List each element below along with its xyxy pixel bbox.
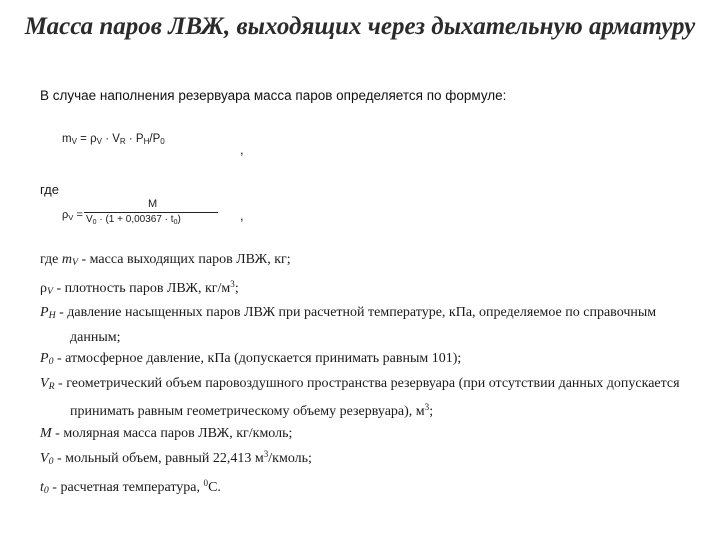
formula-mass-vr: · V (102, 133, 120, 145)
formula-mass-ph-sub: H (143, 137, 150, 146)
definition-text: - молярная масса паров ЛВЖ, кг/кмоль; (51, 425, 293, 441)
den-v0-sub: 0 (92, 219, 97, 226)
formula-mass-rho: ρ (90, 133, 97, 145)
formula-density-denominator (86, 214, 181, 226)
formula-mass-vr-sub: R (119, 137, 126, 146)
definition-text: - масса выходящих паров ЛВЖ, кг; (78, 252, 291, 267)
definition-item (40, 302, 680, 348)
definition-tail: С. (208, 479, 221, 495)
den-t0-sub: 0 (173, 219, 178, 226)
formula-mass (62, 133, 165, 146)
definition-item (40, 373, 680, 423)
definition-symbol: m (61, 252, 73, 267)
definitions-list (40, 249, 680, 501)
definition-tail: /кмоль; (268, 451, 312, 466)
definition-symbol-sub: V (72, 257, 78, 268)
formula-mass-ph: · P (125, 133, 144, 145)
formula-density-rho: ρ (62, 209, 69, 221)
definition-item (40, 473, 680, 502)
definition-text: - расчетная температура, (48, 479, 204, 495)
den-v0: V (86, 214, 93, 225)
definition-symbol: P (40, 351, 49, 366)
formula-mass-lhs-sub: V (71, 137, 77, 146)
definition-symbol: P (40, 305, 49, 320)
definition-sup: 3 (230, 278, 235, 289)
formula-mass-eq: = (76, 133, 91, 145)
definition-item (40, 348, 680, 373)
definition-sup: 3 (263, 449, 269, 459)
formula-density-rho-sub: V (68, 213, 74, 222)
definition-item (40, 423, 680, 445)
definition-symbol-sub: H (48, 310, 56, 321)
slide-title: Масса паров ЛВЖ, выходящих через дыхательную арматуру (24, 13, 696, 40)
definition-item (40, 444, 680, 473)
definition-item (40, 249, 680, 274)
where-label: где (40, 182, 59, 197)
definition-symbol: V (40, 375, 49, 391)
definition-symbol-sub: R (48, 380, 55, 392)
definition-sup: 3 (424, 402, 430, 412)
definition-symbol: M (40, 425, 52, 441)
definition-sup: 0 (203, 477, 209, 488)
definition-symbol-sub: 0 (43, 484, 49, 496)
definition-text: - плотность паров ЛВЖ, кг/м (52, 280, 231, 296)
definition-symbol: V (40, 451, 49, 466)
den-close: ) (177, 214, 181, 225)
definition-text: - давление насыщенных паров ЛВЖ при расчетной температуре, кПа, определяемое по справочным данным; (55, 305, 657, 345)
definition-text: - атмосферное давление, кПа (допускается принимать равным 101); (53, 351, 462, 366)
formula-mass-p0-sub: 0 (160, 137, 165, 146)
formula-density-numerator: M (148, 198, 158, 210)
den-expr: · (1 + 0,00367 · t (96, 214, 174, 225)
definition-text: - геометрический объем паровоздушного пространства резервуара (при отсутствии данных допускается принимать равным геометрическому объему резервуара), м (54, 375, 680, 419)
formula-mass-rho-sub: V (96, 137, 102, 146)
formula-mass-p0: /P (149, 133, 161, 145)
fraction-bar (84, 212, 218, 213)
definition-symbol-sub: 0 (48, 356, 54, 367)
formula-mass-comma: , (240, 142, 244, 157)
definition-tail: ; (429, 404, 434, 419)
definition-symbol-sub: V (47, 285, 53, 297)
formula-density-comma: , (240, 208, 244, 223)
definition-tail: ; (234, 280, 239, 296)
definition-symbol: ρ (40, 280, 47, 296)
definition-text: - мольный объем, равный 22,413 м (53, 451, 264, 466)
definition-symbol-sub: 0 (48, 456, 54, 467)
definition-prefix: где (40, 252, 62, 267)
formula-mass-lhs: m (62, 133, 72, 145)
formula-density-eq: = (73, 209, 83, 221)
definition-symbol: t (40, 479, 44, 495)
formula-density-lhs (62, 209, 83, 222)
intro-text: В случае наполнения резервуара масса паров определяется по формуле: (40, 88, 507, 103)
definition-item (40, 274, 680, 303)
